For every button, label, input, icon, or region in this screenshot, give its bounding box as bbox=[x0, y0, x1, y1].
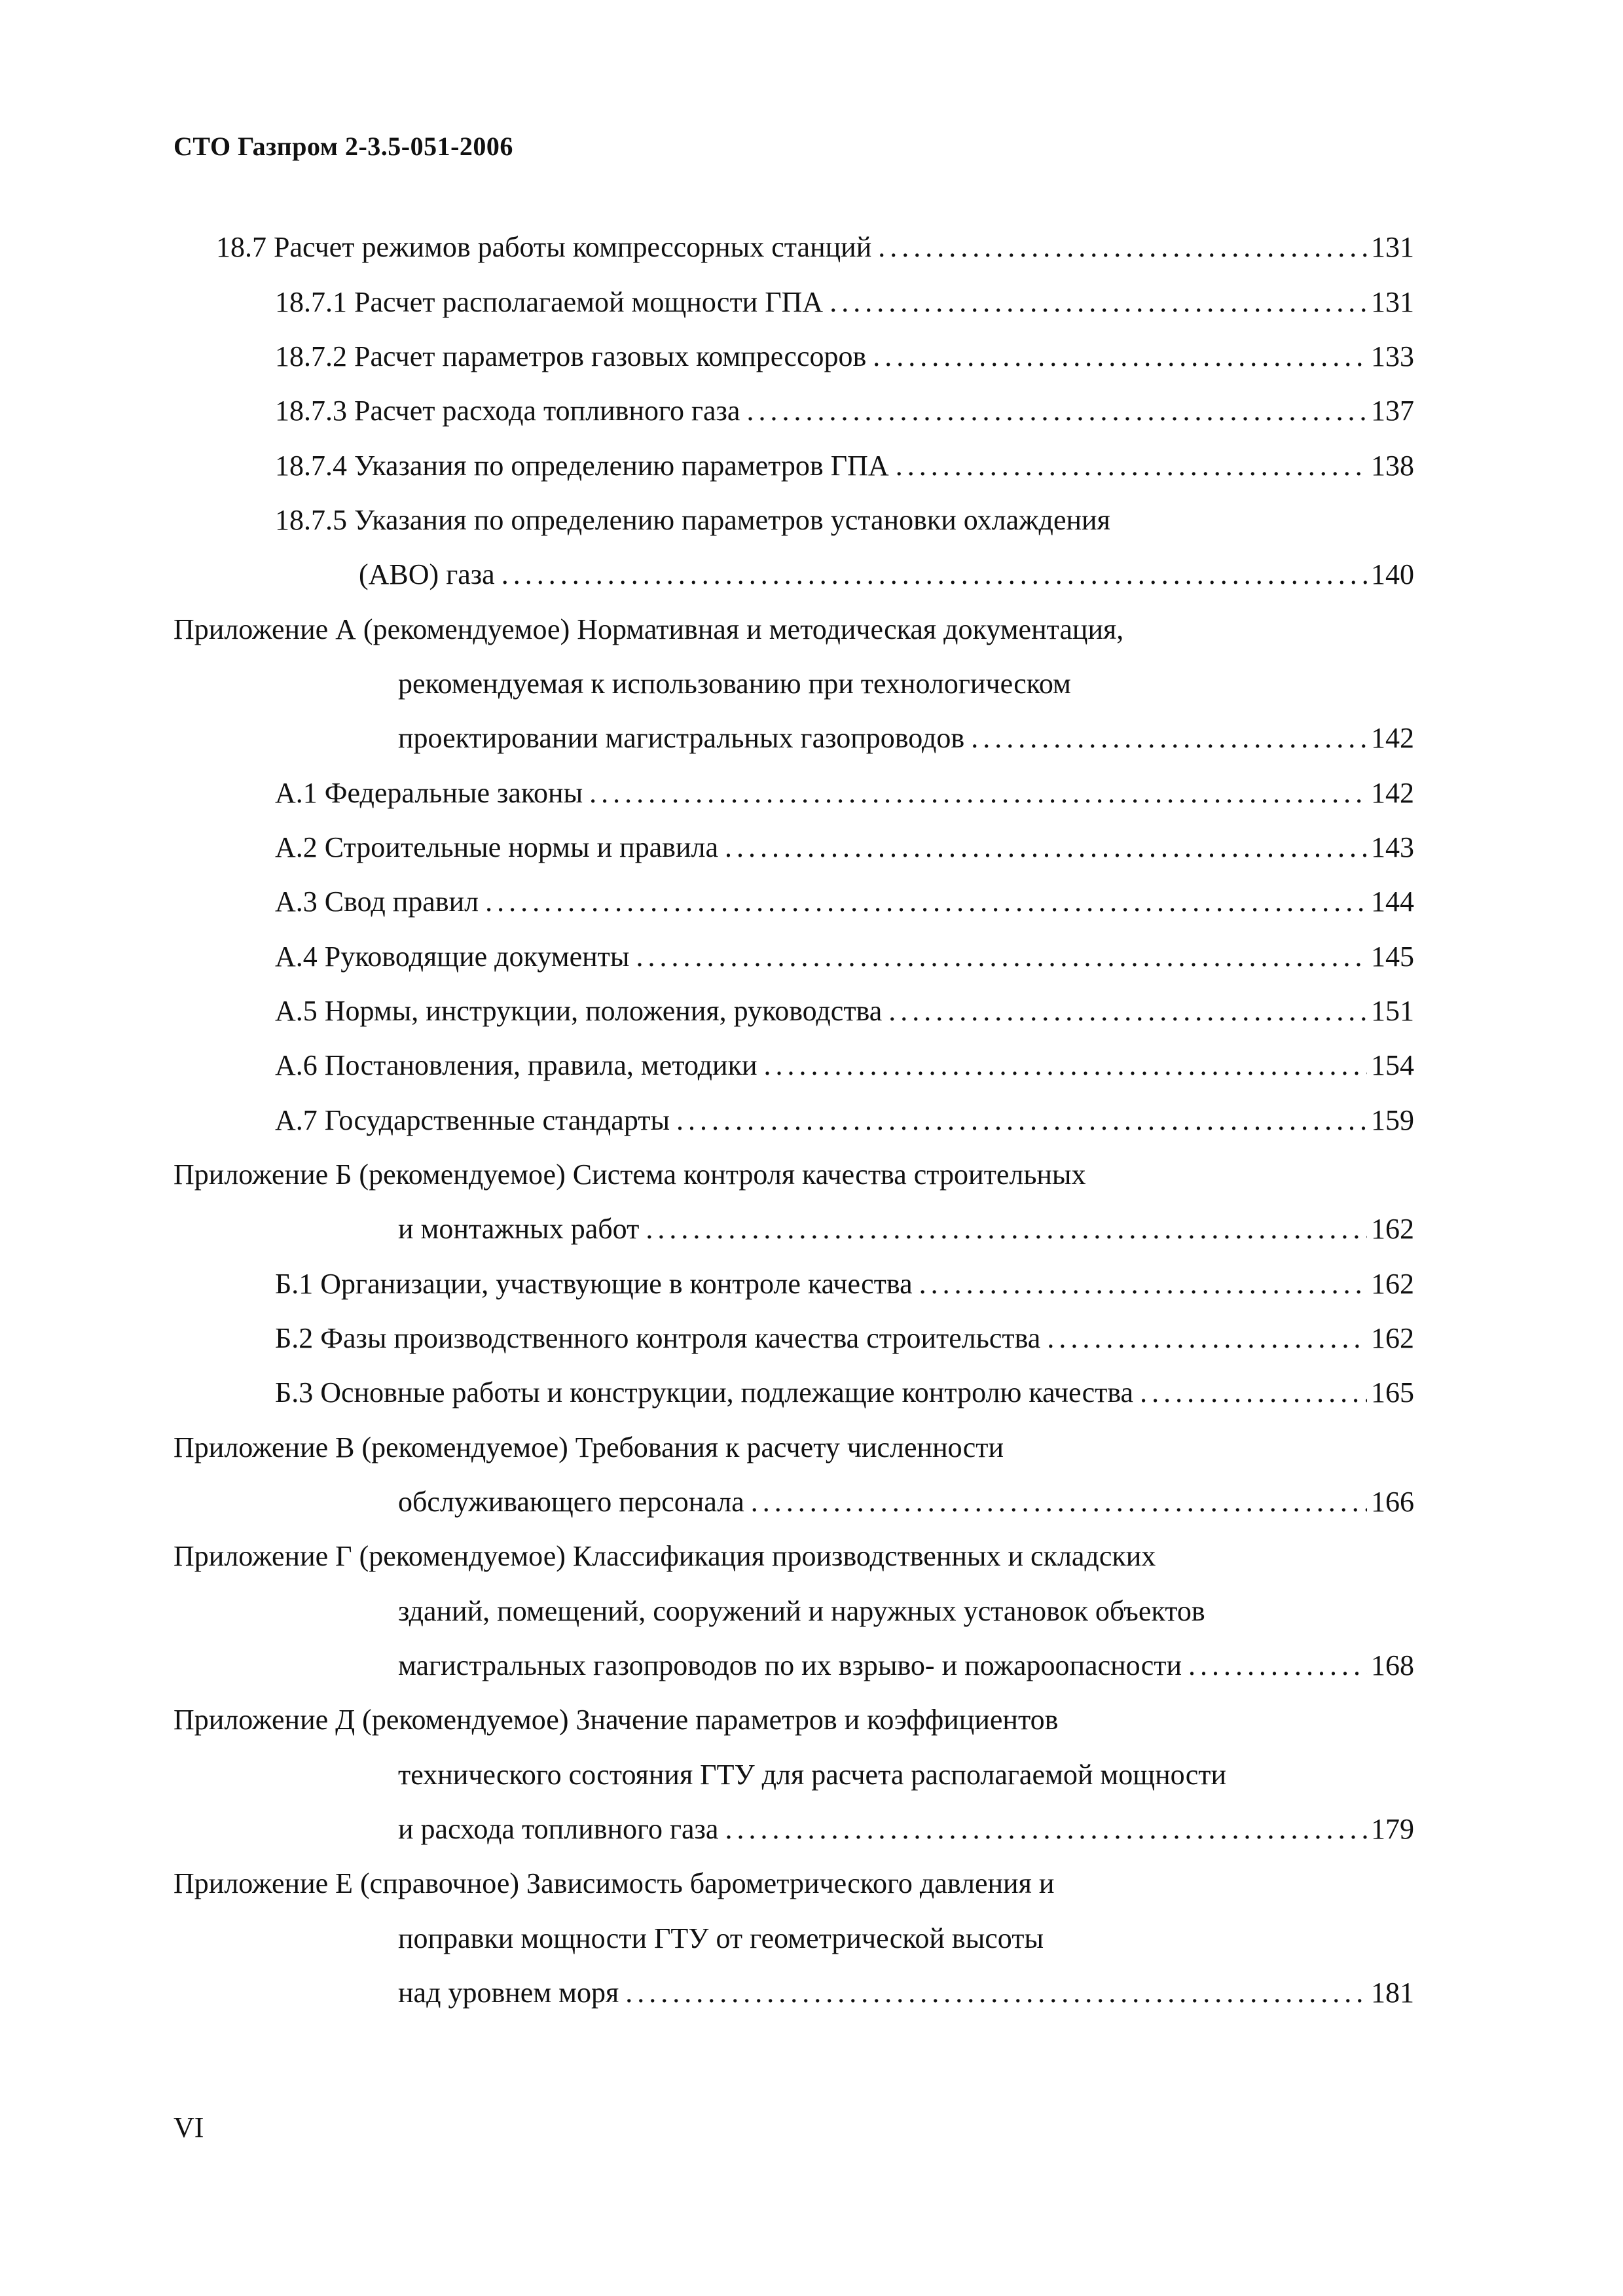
toc-entry-title: А.1 Федеральные законы bbox=[275, 777, 583, 809]
toc-entry bbox=[398, 1646, 1414, 1685]
toc-entry-page: 142 bbox=[1371, 722, 1414, 754]
toc-leader-dots bbox=[896, 446, 1367, 486]
toc-entry-title: А.3 Свод правил bbox=[275, 886, 479, 918]
toc-entry-title: обслуживающего персонала bbox=[398, 1486, 744, 1518]
toc-entry-title: 18.7.4 Указания по определению параметров ГПА bbox=[275, 450, 889, 482]
toc-entry-title: рекомендуемая к использованию при технологическом bbox=[398, 668, 1071, 700]
document-header: СТО Газпром 2-3.5-051-2006 bbox=[173, 132, 513, 161]
toc-leader-dots bbox=[1047, 1319, 1367, 1358]
toc-entry-page: 154 bbox=[1371, 1049, 1414, 1081]
toc-entry bbox=[275, 391, 1414, 431]
toc-entry bbox=[359, 555, 1414, 594]
toc-appendix-heading: Приложение Б (рекомендуемое) Система контроля качества строительных bbox=[173, 1158, 1086, 1191]
toc-entry bbox=[275, 828, 1414, 867]
toc-entry-title: А.2 Строительные нормы и правила bbox=[275, 831, 718, 863]
toc-leader-dots bbox=[676, 1101, 1367, 1140]
toc-leader-dots bbox=[971, 719, 1367, 758]
toc-entry-page: 143 bbox=[1371, 831, 1414, 863]
toc-entry-title: А.6 Постановления, правила, методики bbox=[275, 1049, 757, 1081]
toc-entry-title: 18.7.5 Указания по определению параметров установки охлаждения bbox=[275, 504, 1110, 536]
toc-entry bbox=[275, 774, 1414, 813]
toc-leader-dots bbox=[625, 1973, 1367, 2013]
toc-entry-page: 179 bbox=[1371, 1813, 1414, 1845]
toc-entry bbox=[275, 882, 1414, 922]
toc-entry-page: 131 bbox=[1371, 231, 1414, 263]
toc-leader-dots bbox=[1188, 1646, 1367, 1685]
toc-leader-dots bbox=[878, 228, 1367, 267]
toc-entry-page: 133 bbox=[1371, 340, 1414, 372]
toc-entry bbox=[398, 719, 1414, 758]
toc-leader-dots bbox=[646, 1210, 1367, 1249]
toc-entry-title: Б.3 Основные работы и конструкции, подлежащие контролю качества bbox=[275, 1376, 1134, 1408]
toc-appendix-heading: Приложение В (рекомендуемое) Требования к расчету численности bbox=[173, 1431, 1004, 1463]
toc-entry bbox=[275, 283, 1414, 322]
toc-entry-title: А.5 Нормы, инструкции, положения, руководства bbox=[275, 995, 883, 1027]
toc-leader-dots bbox=[919, 1265, 1367, 1304]
toc-leader-dots bbox=[888, 992, 1367, 1031]
toc-entry-title: 18.7.3 Расчет расхода топливного газа bbox=[275, 395, 740, 427]
toc-entry-title: магистральных газопроводов по их взрыво- и пожароопасности bbox=[398, 1649, 1182, 1681]
toc-entry-title: проектировании магистральных газопроводов bbox=[398, 722, 965, 754]
toc-entry-page: 162 bbox=[1371, 1213, 1414, 1245]
toc-entry-page: 145 bbox=[1371, 941, 1414, 973]
toc-entry-page: 181 bbox=[1371, 1977, 1414, 2009]
toc-entry bbox=[275, 446, 1414, 486]
toc-entry bbox=[398, 1973, 1414, 2013]
toc-entry bbox=[216, 228, 1414, 267]
toc-entry-title: 18.7 Расчет режимов работы компрессорных станций bbox=[216, 231, 872, 263]
toc-entry-title: (АВО) газа bbox=[359, 558, 495, 590]
toc-entry-page: 142 bbox=[1371, 777, 1414, 809]
toc-leader-dots bbox=[501, 555, 1367, 594]
toc-entry bbox=[275, 1373, 1414, 1412]
toc-entry bbox=[275, 1265, 1414, 1304]
toc-leader-dots bbox=[873, 337, 1367, 376]
toc-entry-page: 165 bbox=[1371, 1376, 1414, 1408]
toc-entry bbox=[398, 1210, 1414, 1249]
toc-entry-title: технического состояния ГТУ для расчета располагаемой мощности bbox=[398, 1759, 1227, 1791]
toc-entry-title: 18.7.2 Расчет параметров газовых компрессоров bbox=[275, 340, 867, 372]
toc-entry-title: зданий, помещений, сооружений и наружных установок объектов bbox=[398, 1595, 1205, 1627]
toc-entry-page: 162 bbox=[1371, 1322, 1414, 1354]
toc-leader-dots bbox=[764, 1046, 1367, 1085]
toc-entry-page: 144 bbox=[1371, 886, 1414, 918]
toc-leader-dots bbox=[830, 283, 1367, 322]
toc-entry bbox=[398, 1482, 1414, 1522]
toc-leader-dots bbox=[751, 1482, 1367, 1522]
toc-entry-title: 18.7.1 Расчет располагаемой мощности ГПА bbox=[275, 286, 824, 318]
toc-entry-title: Б.2 Фазы производственного контроля качества строительства bbox=[275, 1322, 1041, 1354]
toc-entry bbox=[275, 1046, 1414, 1085]
toc-appendix-heading: Приложение Г (рекомендуемое) Классификация производственных и складских bbox=[173, 1540, 1156, 1572]
toc-leader-dots bbox=[725, 828, 1367, 867]
toc-entry-page: 140 bbox=[1371, 558, 1414, 590]
page-number: VI bbox=[173, 2111, 204, 2144]
toc-entry-title: поправки мощности ГТУ от геометрической высоты bbox=[398, 1922, 1044, 1954]
toc-leader-dots bbox=[636, 937, 1367, 977]
toc-leader-dots bbox=[589, 774, 1367, 813]
toc-entry bbox=[275, 1101, 1414, 1140]
toc-entry-title: Б.1 Организации, участвующие в контроле качества bbox=[275, 1268, 913, 1300]
toc-entry bbox=[275, 937, 1414, 977]
toc-entry-title: А.4 Руководящие документы bbox=[275, 941, 630, 973]
toc-leader-dots bbox=[746, 391, 1367, 431]
toc-entry-page: 168 bbox=[1371, 1649, 1414, 1681]
toc-entry-title: и расхода топливного газа bbox=[398, 1813, 719, 1845]
toc-leader-dots bbox=[725, 1810, 1367, 1849]
toc-leader-dots bbox=[485, 882, 1367, 922]
toc-entry-page: 138 bbox=[1371, 450, 1414, 482]
toc-leader-dots bbox=[1140, 1373, 1367, 1412]
toc-entry-title: и монтажных работ bbox=[398, 1213, 640, 1245]
toc-entry bbox=[275, 1319, 1414, 1358]
toc-entry-title: А.7 Государственные стандарты bbox=[275, 1104, 670, 1136]
toc-entry-page: 162 bbox=[1371, 1268, 1414, 1300]
toc-entry bbox=[275, 337, 1414, 376]
toc-entry-title: над уровнем моря bbox=[398, 1977, 619, 2009]
toc-entry-page: 159 bbox=[1371, 1104, 1414, 1136]
toc-entry-page: 166 bbox=[1371, 1486, 1414, 1518]
toc-entry bbox=[398, 1810, 1414, 1849]
toc-entry bbox=[275, 992, 1414, 1031]
toc-entry-page: 131 bbox=[1371, 286, 1414, 318]
toc-entry-page: 137 bbox=[1371, 395, 1414, 427]
toc-appendix-heading: Приложение Е (справочное) Зависимость барометрического давления и bbox=[173, 1867, 1055, 1899]
toc-appendix-heading: Приложение А (рекомендуемое) Нормативная и методическая документация, bbox=[173, 613, 1124, 645]
toc-appendix-heading: Приложение Д (рекомендуемое) Значение параметров и коэффициентов bbox=[173, 1704, 1059, 1736]
toc-entry-page: 151 bbox=[1371, 995, 1414, 1027]
